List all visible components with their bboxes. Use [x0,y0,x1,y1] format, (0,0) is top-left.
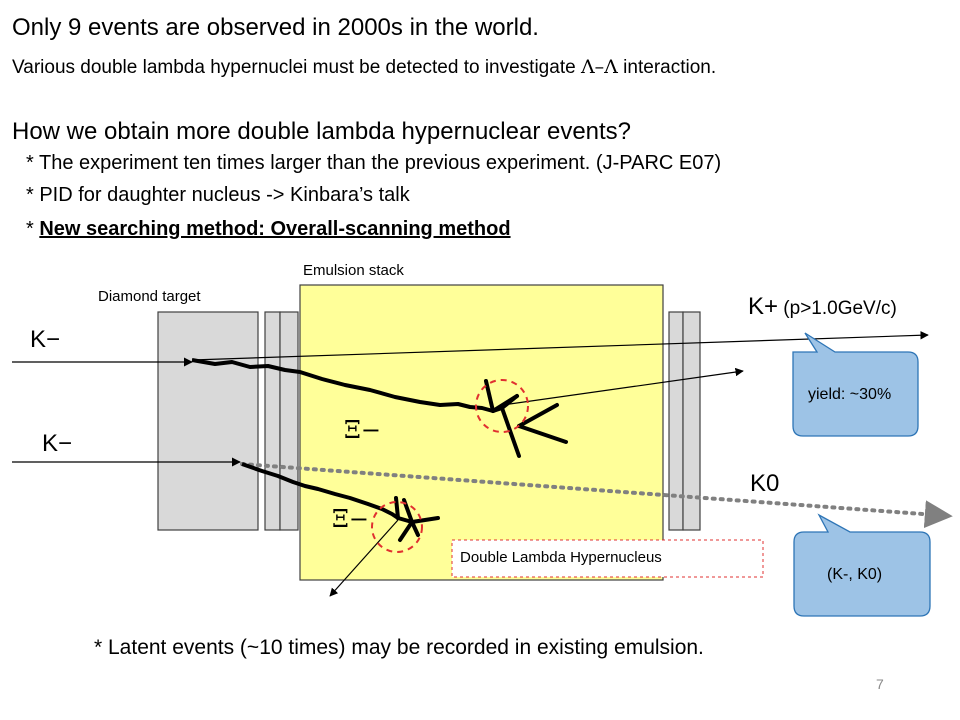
question-heading: How we obtain more double lambda hypernuclear events? [12,118,632,145]
kplus-label [748,293,897,321]
page-number: 7 [876,676,884,692]
callout-yield-text: yield: ~30% [808,386,892,403]
subheading-prefix: Various double lambda hypernuclei must be detected to investigate [12,57,581,78]
kminus-label-bottom: K− [42,430,73,457]
heading-events-observed: Only 9 events are observed in 2000s in the world. [12,14,539,41]
callout-reaction-text: (K-, K0) [827,566,883,583]
callout-yield-shape [793,333,918,436]
plate-left-2 [280,312,298,530]
double-lambda-label: Double Lambda Hypernucleus [460,549,662,566]
bullet3-prefix: * [26,218,40,240]
k0-label: K0 [750,470,780,497]
bullet-pid: * PID for daughter nucleus -> Kinbara’s talk [26,184,410,206]
xi-label-top: Ξ− [344,416,381,444]
kplus-symbol: K+ [748,293,779,320]
bullet-experiment: * The experiment ten times larger than the previous experiment. (J-PARC E07) [26,152,722,174]
new-method-underlined: New searching method: Overall-scanning method [39,218,511,240]
emulsion-stack-label: Emulsion stack [303,262,404,279]
subheading-suffix: interaction. [617,57,717,78]
latent-events-note: * Latent events (~10 times) may be recorded in existing emulsion. [94,636,704,659]
diamond-target-label: Diamond target [98,288,201,305]
kminus-label-top: K− [30,326,61,353]
plate-left-1 [265,312,280,530]
diamond-target [158,312,258,530]
lambda-lambda-symbol: Λ–Λ [580,56,618,78]
kplus-momentum: (p>1.0GeV/c) [778,298,897,319]
xi-label-bottom: Ξ− [332,505,369,533]
